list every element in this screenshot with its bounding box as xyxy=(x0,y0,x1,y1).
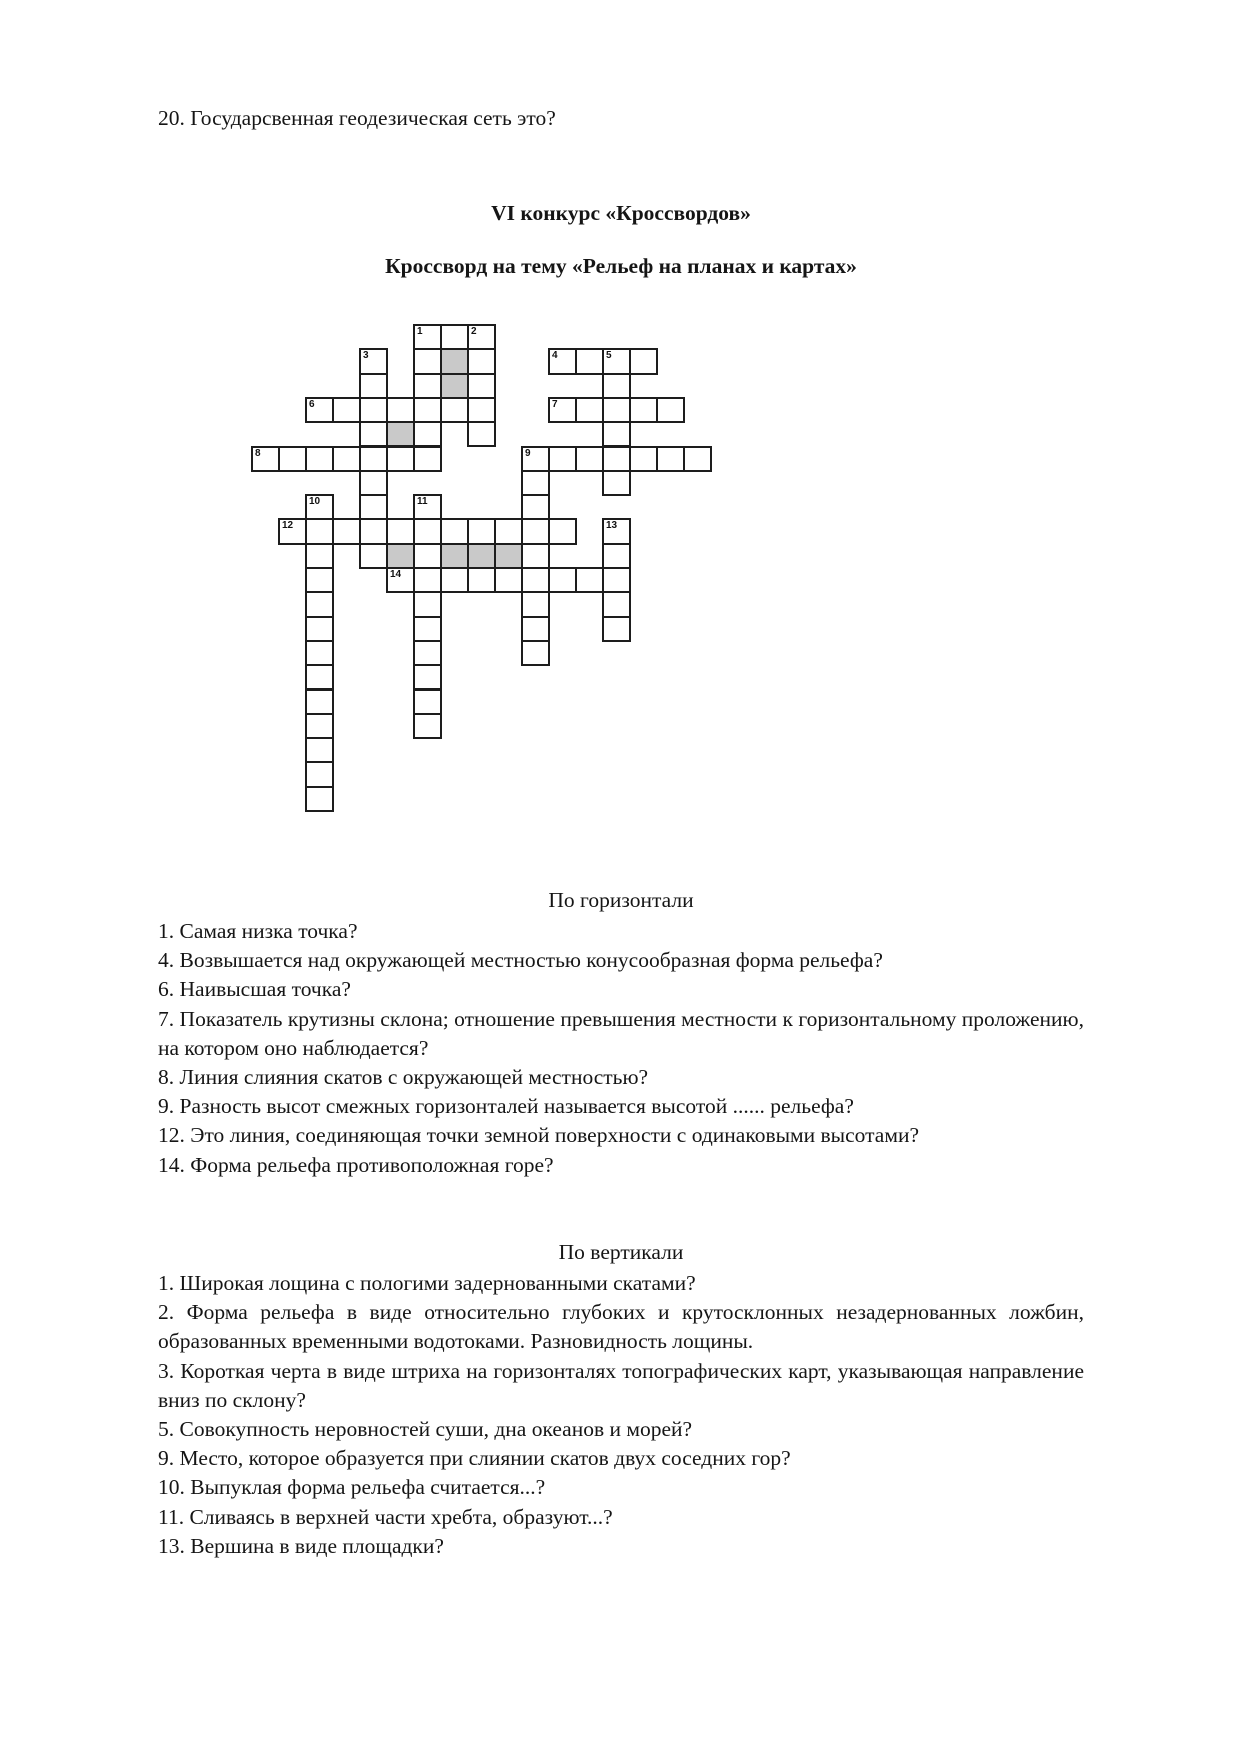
crossword-cell xyxy=(629,397,658,423)
clue: 6. Наивысшая точка? xyxy=(158,977,351,1002)
crossword-cell xyxy=(521,616,550,642)
crossword-cell xyxy=(521,446,550,472)
crossword-cell xyxy=(440,567,469,593)
crossword-cell xyxy=(413,689,442,715)
cell-number: 11 xyxy=(417,496,428,508)
crossword-cell xyxy=(548,348,577,374)
cell-number: 9 xyxy=(525,447,531,459)
crossword-cell xyxy=(413,397,442,423)
clue: 12. Это линия, соединяющая точки земной поверхности с одинаковыми высотами? xyxy=(158,1123,919,1148)
crossword-cell xyxy=(413,494,442,520)
crossword-cell xyxy=(521,494,550,520)
crossword-cell xyxy=(548,518,577,544)
crossword-cell xyxy=(332,446,361,472)
crossword-cell xyxy=(602,397,631,423)
crossword-cell xyxy=(305,713,334,739)
crossword-cell xyxy=(467,421,496,447)
crossword-cell xyxy=(305,518,334,544)
crossword-cell xyxy=(305,446,334,472)
crossword-cell-shaded xyxy=(440,373,469,399)
crossword-cell xyxy=(602,616,631,642)
cell-number: 13 xyxy=(606,520,618,532)
crossword-cell xyxy=(305,689,334,715)
cell-number: 1 xyxy=(417,326,423,337)
crossword-cell xyxy=(359,421,388,447)
crossword-cell xyxy=(413,713,442,739)
crossword-cell xyxy=(467,348,496,374)
crossword-grid xyxy=(251,324,712,812)
crossword-cell xyxy=(521,543,550,569)
crossword-cell xyxy=(521,591,550,617)
crossword-cell xyxy=(305,786,334,812)
crossword-cell xyxy=(548,567,577,593)
cell-number: 2 xyxy=(471,326,477,337)
across-clues-list xyxy=(158,917,1084,1180)
crossword-cell xyxy=(413,616,442,642)
crossword-cell-shaded xyxy=(440,543,469,569)
clue: 9. Разность высот смежных горизонталей называется высотой ...... рельефа? xyxy=(158,1094,854,1119)
crossword-cell xyxy=(332,518,361,544)
crossword-cell xyxy=(359,543,388,569)
crossword-cell xyxy=(305,591,334,617)
crossword-cell xyxy=(413,640,442,666)
clue: 5. Совокупность неровностей суши, дна океанов и морей? xyxy=(158,1417,693,1442)
across-section-title: По горизонтали xyxy=(548,888,694,912)
crossword-cell xyxy=(413,446,442,472)
crossword-cell xyxy=(602,348,631,374)
crossword-cell xyxy=(602,567,631,593)
cell-number: 3 xyxy=(363,350,369,362)
crossword-cell xyxy=(332,397,361,423)
crossword-cell xyxy=(602,446,631,472)
crossword-cell-shaded xyxy=(467,543,496,569)
cell-number: 8 xyxy=(255,447,261,459)
crossword-cell xyxy=(440,324,469,350)
crossword-cell xyxy=(548,446,577,472)
crossword-cell xyxy=(656,397,685,423)
crossword-cell xyxy=(521,470,550,496)
crossword-cell xyxy=(386,567,415,593)
crossword-cell xyxy=(683,446,712,472)
crossword-cell xyxy=(467,518,496,544)
crossword-cell xyxy=(413,518,442,544)
clue: 3. Короткая черта в виде штриха на горизонталях топографических карт, указывающая направление вниз по склону? xyxy=(158,1358,1084,1412)
crossword-cell xyxy=(359,494,388,520)
cell-number: 5 xyxy=(606,350,612,362)
crossword-cell xyxy=(413,373,442,399)
crossword-cell xyxy=(251,446,280,472)
crossword-cell xyxy=(359,348,388,374)
crossword-cell xyxy=(467,397,496,423)
crossword-cell xyxy=(305,543,334,569)
down-clues-list xyxy=(158,1269,1084,1561)
crossword-cell xyxy=(278,446,307,472)
intro-question: 20. Государсвенная геодезическая сеть это? xyxy=(158,106,556,130)
clue: 14. Форма рельефа противоположная горе? xyxy=(158,1152,554,1177)
crossword-cell xyxy=(413,348,442,374)
cell-number: 6 xyxy=(309,398,315,410)
crossword-cell xyxy=(467,324,496,350)
crossword-cell-shaded xyxy=(440,348,469,374)
cell-number: 12 xyxy=(282,520,294,532)
crossword-cell xyxy=(602,518,631,544)
cell-number: 4 xyxy=(552,350,558,362)
contest-heading: VI конкурс «Кроссвордов» xyxy=(491,201,751,225)
crossword-cell xyxy=(413,567,442,593)
crossword-cell xyxy=(413,324,442,350)
crossword-cell xyxy=(521,640,550,666)
crossword-cell xyxy=(602,543,631,569)
clue: 2. Форма рельефа в виде относительно глубоких и крутосклонных незадернованных ложбин, образованных временными водотоками. Разновидность лощины. xyxy=(158,1300,1084,1354)
clue: 4. Возвышается над окружающей местностью конусообразная форма рельефа? xyxy=(158,948,883,973)
crossword-cell xyxy=(656,446,685,472)
clue: 1. Широкая лощина с пологими задернованными скатами? xyxy=(158,1271,696,1295)
crossword-cell xyxy=(305,494,334,520)
clue: 10. Выпуклая форма рельефа считается...? xyxy=(158,1475,546,1500)
crossword-cell xyxy=(305,616,334,642)
crossword-cell xyxy=(386,518,415,544)
crossword-cell xyxy=(359,373,388,399)
crossword-cell xyxy=(413,591,442,617)
crossword-cell xyxy=(305,737,334,763)
crossword-cell xyxy=(494,518,523,544)
crossword-cell xyxy=(440,397,469,423)
cell-number: 10 xyxy=(309,496,321,508)
crossword-cell xyxy=(386,446,415,472)
crossword-cell xyxy=(602,421,631,447)
clue: 1. Самая низка точка? xyxy=(158,919,358,943)
clue: 13. Вершина в виде площадки? xyxy=(158,1533,444,1558)
clue: 11. Сливаясь в верхней части хребта, образуют...? xyxy=(158,1504,613,1529)
down-section-title: По вертикали xyxy=(558,1240,684,1264)
crossword-cell xyxy=(602,470,631,496)
crossword-cell xyxy=(359,397,388,423)
clue: 7. Показатель крутизны склона; отношение превышения местности к горизонтальному проложению, на котором оно наблюдается? xyxy=(158,1006,1084,1060)
crossword-cell xyxy=(629,348,658,374)
cell-number: 14 xyxy=(390,569,402,580)
crossword-cell xyxy=(629,446,658,472)
crossword-cell xyxy=(575,446,604,472)
crossword-cell xyxy=(413,543,442,569)
crossword-cell xyxy=(413,421,442,447)
crossword-cell xyxy=(575,397,604,423)
crossword-cell xyxy=(494,567,523,593)
crossword-cell xyxy=(575,348,604,374)
crossword-cell xyxy=(359,446,388,472)
crossword-cell xyxy=(359,518,388,544)
crossword-cell xyxy=(305,397,334,423)
crossword-cell xyxy=(305,567,334,593)
crossword-cell xyxy=(386,397,415,423)
crossword-cell xyxy=(602,373,631,399)
crossword-cell xyxy=(305,761,334,787)
crossword-cell xyxy=(278,518,307,544)
crossword-cell xyxy=(575,567,604,593)
crossword-cell xyxy=(548,397,577,423)
clue: 9. Место, которое образуется при слиянии скатов двух соседних гор? xyxy=(158,1446,791,1471)
crossword-cell xyxy=(440,518,469,544)
crossword-cell xyxy=(305,664,334,690)
crossword-cell xyxy=(521,518,550,544)
clue: 8. Линия слияния скатов с окружающей местностью? xyxy=(158,1065,649,1090)
crossword-cell xyxy=(359,470,388,496)
crossword-cell xyxy=(467,567,496,593)
crossword-cell xyxy=(602,591,631,617)
crossword-cell-shaded xyxy=(386,421,415,447)
crossword-cell-shaded xyxy=(386,543,415,569)
crossword-heading: Кроссворд на тему «Рельеф на планах и картах» xyxy=(385,254,857,278)
crossword-cell xyxy=(305,640,334,666)
crossword-cell xyxy=(467,373,496,399)
cell-number: 7 xyxy=(552,398,558,410)
crossword-cell-shaded xyxy=(494,543,523,569)
crossword-cell xyxy=(521,567,550,593)
crossword-cell xyxy=(413,664,442,690)
